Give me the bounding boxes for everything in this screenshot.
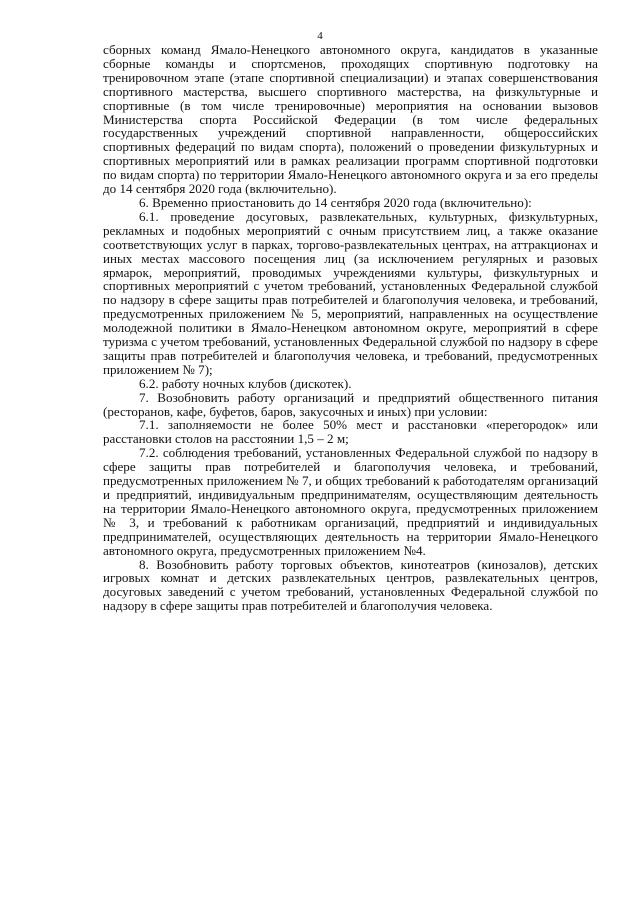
paragraph-item-6-1: 6.1. проведение досуговых, развлекательных, культурных, физкультурных, рекламных и подобных мероприятий с очным присутствием лиц, а также оказание соответствующих услуг в парках, торгово-развлекательных центрах, на аттракционах и иных местах массового посещения лиц (за исключением регулярных и разовых ярмарок, мероприятий, проводимых учреждениями культуры, физкультурных и спортивных мероприятий с учетом требований, установленных Федеральной службой по надзору в сфере защиты прав потребителей и благополучия человека, и требований, предусмотренных приложением № 5, мероприятий, направленных на осуществление молодежной политики в Ямало-Ненецком автономном округе, мероприятий в сфере туризма с учетом требований, установленных Федеральной службой по надзору в сфере защиты прав потребителей и благополучия человека, и требований, предусмотренных приложением № 7);: [103, 208, 598, 377]
paragraph-item-6: 6. Временно приостановить до 14 сентября 2020 года (включительно):: [139, 194, 532, 210]
paragraph-item-7: 7. Возобновить работу организаций и предприятий общественного питания (ресторанов, кафе, буфетов, баров, закусочных и иных) при условии:: [103, 389, 598, 419]
paragraph-item-8: 8. Возобновить работу торговых объектов, кинотеатров (кинозалов), детских игровых комнат и детских развлекательных центров, развлекательных центров, досуговых заведений с учетом требований, установленных Федеральной службой по надзору в сфере защиты прав потребителей и благополучия человека.: [103, 556, 598, 614]
paragraph-sports-teams-continuation: сборных команд Ямало-Ненецкого автономного округа, кандидатов в указанные сборные команды и спортсменов, проходящих спортивную подготовку на тренировочном этапе (этапе спортивной специализации) и этапах совершенствования спортивного мастерства, высшего спортивного мастерства, на физкультурные и спортивные (в том числе тренировочные) мероприятия на основании вызовов Министерства спорта Российской Федерации (в том числе федеральных государственных учреждений спортивной направленности, общероссийских спортивных федераций по видам спорта), положений о проведении физкультурных и спортивных мероприятий или в рамках реализации программ спортивной подготовки по видам спорта) по территории Ямало-Ненецкого автономного округа и за его пределы до 14 сентября 2020 года (включительно).: [103, 42, 598, 197]
paragraph-item-6-2: 6.2. работу ночных клубов (дискотек).: [139, 375, 352, 391]
paragraph-item-7-1: 7.1. заполняемости не более 50% мест и расстановки «перегородок» или расстановки столов на расстоянии 1,5 – 2 м;: [103, 417, 598, 447]
page-number: 4: [317, 30, 323, 42]
paragraph-item-7-2: 7.2. соблюдения требований, установленных Федеральной службой по надзору в сфере защиты прав потребителей и благополучия человека, и требований, предусмотренных приложением № 7, и общих требований к работодателям организаций и предприятий, индивидуальным предпринимателям, осуществляющим деятельность на территории Ямало-Ненецкого автономного округа, предусмотренных приложением № 3, и требований к работникам организаций, предприятий и индивидуальных предпринимателей, осуществляющих деятельность на территории Ямало-Ненецкого автономного округа, предусмотренных приложением №4.: [103, 445, 598, 558]
document-body: [103, 43, 598, 613]
